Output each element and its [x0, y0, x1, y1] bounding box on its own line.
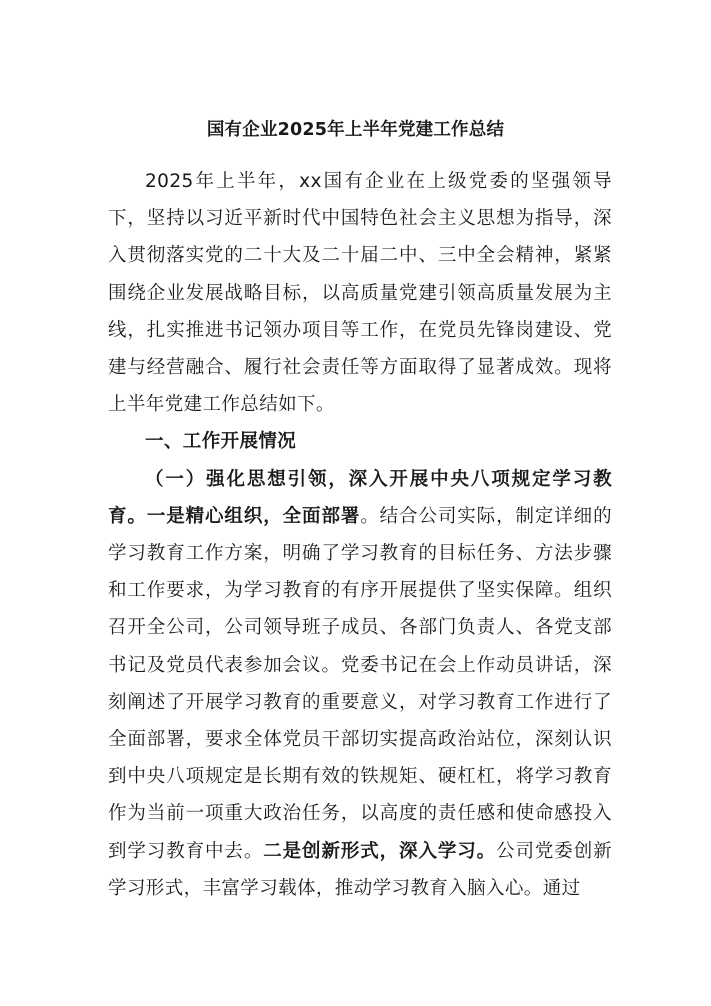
intro-paragraph: 2025年上半年，xx国有企业在上级党委的坚强领导下，坚持以习近平新时代中国特色社会主义思想为指导，深入贯彻落实党的二十大及二十届二中、三中全会精神，紧紧围绕企业发展战略目标，以高质量党建引领高质量发展为主线，扎实推进书记领办项目等工作，在党员先锋岗建设、党建与经营融合、履行社会责任等方面取得了显著成效。现将上半年党建工作总结如下。 — [108, 171, 612, 416]
point-heading-1: 一是精心组织，全面部署 — [146, 505, 361, 527]
subsection-paragraph-1 — [108, 461, 612, 907]
point-text-2: 公司党委创新学习形式，丰富学习载体，推动学习教育入脑入心。通过 — [108, 840, 612, 899]
document-title: 国有企业2025年上半年党建工作总结 — [206, 120, 505, 140]
document-body — [108, 163, 612, 907]
point-heading-2: 二是创新形式，深入学习。 — [263, 840, 497, 862]
section-heading-1: 一、工作开展情况 — [145, 431, 297, 453]
subsection-heading-1: （一）强化思想引领，深入开展中央八项规定学习教育。 — [108, 468, 612, 527]
point-text-1: 。结合公司实际，制定详细的学习教育工作方案，明确了学习教育的目标任务、方法步骤和工作要求，为学习教育的有序开展提供了坚实保障。组织召开全公司，公司领导班子成员、各部门负责人、各党支部书记及党员代表参加会议。党委书记在会上作动员讲话，深刻阐述了开展学习教育的重要意义，对学习教育工作进行了全面部署，要求全体党员干部切实提高政治站位，深刻认识到中央八项规定是长期有效的铁规矩、硬杠杠，将学习教育作为当前一项重大政治任务，以高度的责任感和使命感投入到学习教育中去。 — [108, 505, 612, 862]
